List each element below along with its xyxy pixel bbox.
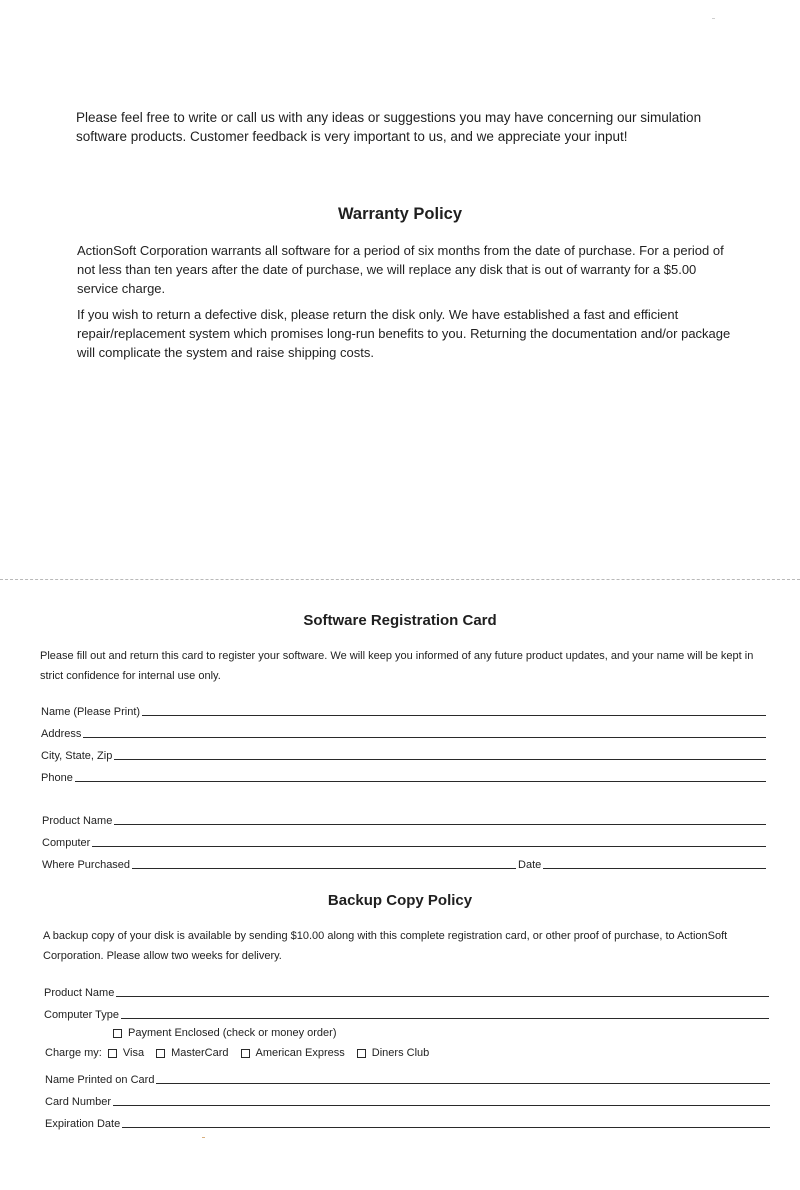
- name-label: Name (Please Print): [41, 706, 141, 718]
- name-on-card-field[interactable]: [45, 1070, 770, 1086]
- city-state-zip-line: [114, 759, 766, 760]
- product-name-line: [114, 824, 766, 825]
- expiration-date-label: Expiration Date: [45, 1118, 121, 1130]
- diners-club-label: Diners Club: [371, 1047, 430, 1059]
- diners-club-checkbox[interactable]: [357, 1049, 366, 1058]
- computer-type-line: [121, 1018, 769, 1019]
- mastercard-label: MasterCard: [171, 1047, 229, 1059]
- phone-line: [75, 781, 766, 782]
- backup-product-name-label: Product Name: [44, 987, 115, 999]
- product-name-label: Product Name: [42, 815, 113, 827]
- name-on-card-label: Name Printed on Card: [45, 1074, 155, 1086]
- name-on-card-line: [156, 1083, 770, 1084]
- date-label: Date: [518, 859, 542, 871]
- where-purchased-label: Where Purchased: [42, 859, 131, 871]
- american-express-checkbox[interactable]: [241, 1049, 250, 1058]
- charge-label: Charge my:: [45, 1047, 102, 1059]
- paper-speck: [712, 18, 715, 19]
- warranty-paragraph-1: ActionSoft Corporation warrants all software for a period of six months from the date of purchase. For a period of not less than ten years after the date of purchase, we will replace any disk that is out of warranty for a $5.00 service charge.: [77, 243, 724, 296]
- city-state-zip-field[interactable]: [41, 746, 766, 762]
- computer-type-label: Computer Type: [44, 1009, 120, 1021]
- date-line[interactable]: [543, 868, 766, 869]
- mastercard-option[interactable]: [156, 1047, 228, 1059]
- backup-product-name-field[interactable]: [44, 983, 769, 999]
- backup-title: Backup Copy Policy: [327, 892, 473, 909]
- warranty-paragraph-2: If you wish to return a defective disk, please return the disk only. We have established a fast and efficient repair/replacement system which promises long-run benefits to you. Returning the documentation and/or package will complicate the system and raise shipping costs.: [77, 307, 731, 360]
- registration-title: Software Registration Card: [303, 612, 497, 629]
- paper-speck: [202, 1137, 205, 1138]
- address-label: Address: [41, 728, 82, 740]
- american-express-option[interactable]: [241, 1047, 345, 1059]
- diners-club-option[interactable]: [357, 1047, 429, 1059]
- phone-label: Phone: [41, 772, 73, 784]
- address-line: [83, 737, 766, 738]
- city-state-zip-label: City, State, Zip: [41, 750, 113, 762]
- visa-option[interactable]: [108, 1047, 144, 1059]
- registration-intro: Please fill out and return this card to register your software. We will keep you informed of any future product updates, and your name will be kept in strict confidence for internal use only.: [40, 650, 754, 682]
- intro-paragraph: Please feel free to write or call us with any ideas or suggestions you may have concerning our simulation software products. Customer feedback is very important to us, and we appreciate your input!: [76, 110, 702, 144]
- computer-label: Computer: [42, 837, 91, 849]
- warranty-title: Warranty Policy: [337, 205, 463, 223]
- tear-line: [0, 579, 800, 580]
- expiration-date-field[interactable]: [45, 1114, 770, 1130]
- computer-line: [92, 846, 766, 847]
- payment-enclosed-checkbox[interactable]: [113, 1029, 122, 1038]
- name-field[interactable]: [41, 702, 766, 718]
- where-purchased-line: [132, 868, 516, 869]
- phone-field[interactable]: [41, 768, 766, 784]
- name-line: [142, 715, 766, 716]
- expiration-date-line: [122, 1127, 770, 1128]
- charge-row: [45, 1045, 441, 1061]
- computer-field[interactable]: [42, 833, 766, 849]
- american-express-label: American Express: [255, 1047, 345, 1059]
- card-number-line: [113, 1105, 770, 1106]
- payment-enclosed-option[interactable]: [113, 1025, 336, 1041]
- card-number-field[interactable]: [45, 1092, 770, 1108]
- card-number-label: Card Number: [45, 1096, 112, 1108]
- product-name-field[interactable]: [42, 811, 766, 827]
- payment-enclosed-label: Payment Enclosed (check or money order): [128, 1027, 337, 1039]
- computer-type-field[interactable]: [44, 1005, 769, 1021]
- where-purchased-field[interactable]: [42, 855, 766, 871]
- visa-label: Visa: [122, 1047, 145, 1059]
- backup-product-name-line: [116, 996, 769, 997]
- visa-checkbox[interactable]: [108, 1049, 117, 1058]
- address-field[interactable]: [41, 724, 766, 740]
- backup-intro: A backup copy of your disk is available by sending $10.00 along with this complete registration card, or other proof of purchase, to ActionSoft Corporation. Please allow two weeks for delivery.: [43, 930, 728, 962]
- mastercard-checkbox[interactable]: [156, 1049, 165, 1058]
